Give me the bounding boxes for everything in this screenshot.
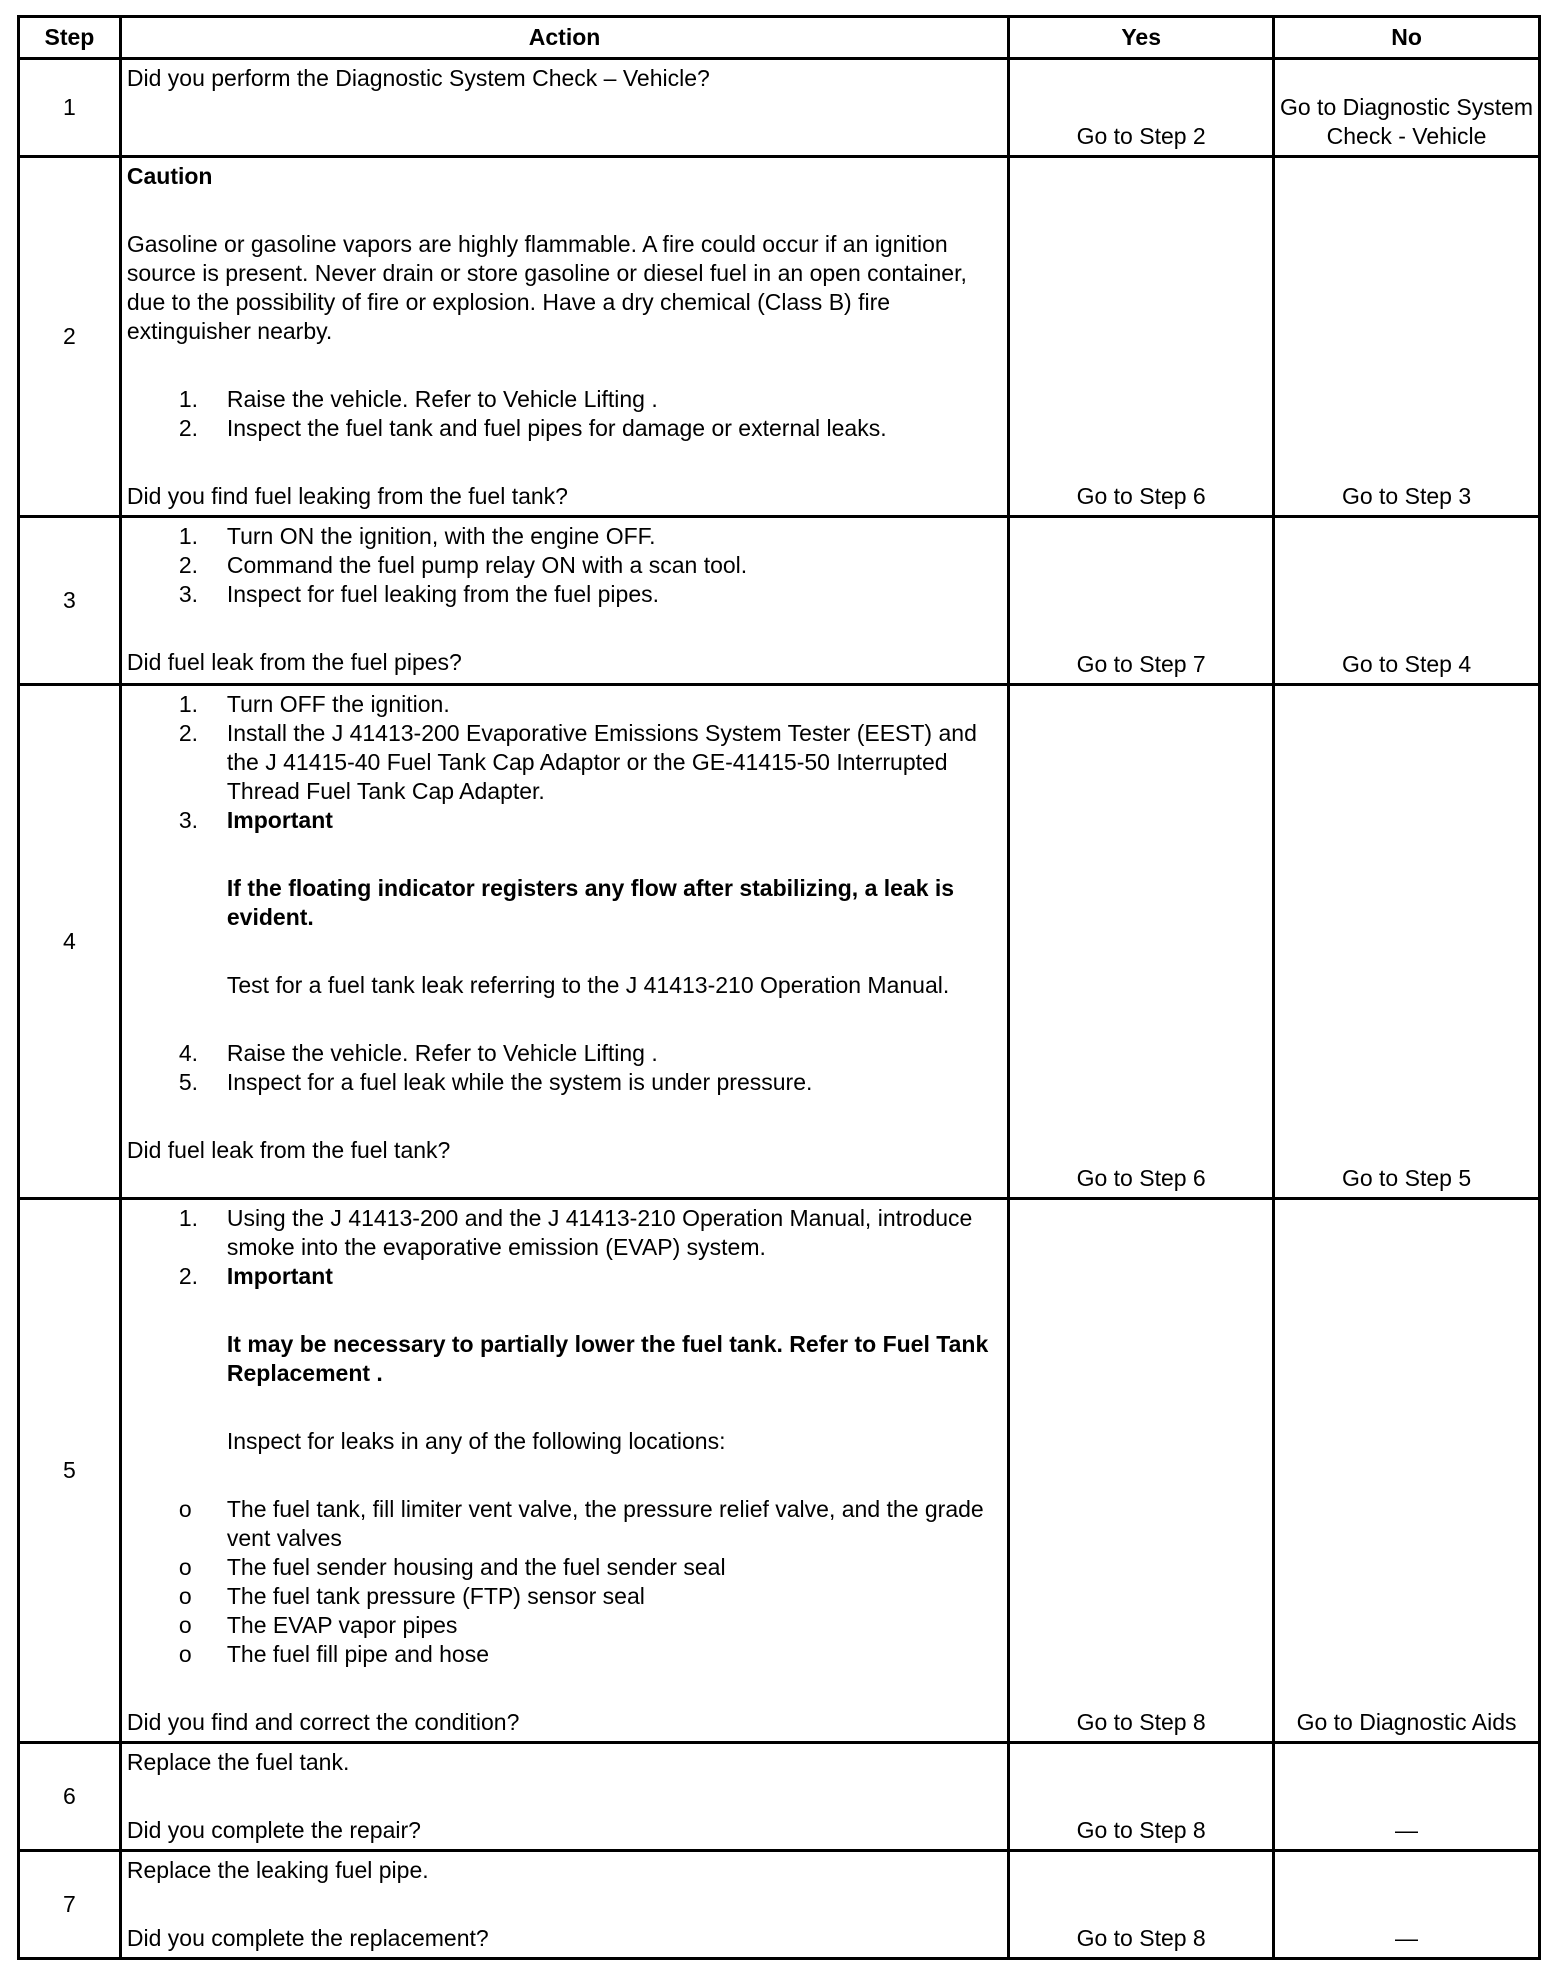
step-number: 4 — [19, 685, 121, 1199]
action-cell — [120, 1851, 1008, 1959]
caution-label: Caution — [126, 163, 213, 189]
table-row-step-5 — [19, 1199, 1540, 1743]
no-cell: — — [1274, 1743, 1540, 1851]
yes-cell: Go to Step 8 — [1009, 1851, 1274, 1959]
table-row-step-7 — [19, 1851, 1540, 1959]
no-cell: Go to Step 5 — [1274, 685, 1540, 1199]
list-item: 1. Turn OFF the ignition. — [178, 691, 450, 717]
action-cell — [120, 59, 1008, 157]
important-label: Important — [226, 1263, 333, 1289]
procedure-list — [127, 385, 1001, 443]
action-text: Replace the fuel tank. — [126, 1749, 350, 1775]
list-item: o The fuel tank pressure (FTP) sensor seal — [178, 1583, 645, 1609]
yes-cell: Go to Step 6 — [1009, 685, 1274, 1199]
list-item: 4. Raise the vehicle. Refer to Vehicle Lifting . — [178, 1040, 658, 1066]
caution-text: Gasoline or gasoline vapors are highly flammable. A fire could occur if an ignition source is present. Never drain or store gasoline or diesel fuel in an open container, due to the possibility of fire or explosion. Have a dry chemical (Class B) fire extinguisher nearby. — [126, 231, 967, 344]
important-note: If the floating indicator registers any flow after stabilizing, a leak is evident. — [226, 875, 955, 930]
table-row-step-3 — [19, 517, 1540, 685]
table-row-step-2 — [19, 157, 1540, 517]
list-item: 2. Install the J 41413-200 Evaporative Emissions System Tester (EEST) and the J 41415-40 Fuel Tank Cap Adaptor or the GE-41415-50 Interrupted Thread Fuel Tank Cap Adapter. — [178, 720, 977, 804]
list-item: o The fuel fill pipe and hose — [178, 1641, 489, 1667]
action-cell — [120, 685, 1008, 1199]
action-cell — [120, 157, 1008, 517]
yes-cell: Go to Step 6 — [1009, 157, 1274, 517]
procedure-list — [127, 522, 1001, 609]
step-number: 3 — [19, 517, 121, 685]
header-yes: Yes — [1009, 17, 1274, 59]
action-cell — [120, 1199, 1008, 1743]
question: Did fuel leak from the fuel pipes? — [126, 649, 462, 675]
step-number: 5 — [19, 1199, 121, 1743]
question: Did you find fuel leaking from the fuel tank? — [126, 483, 568, 509]
no-cell: Go to Step 4 — [1274, 517, 1540, 685]
step-number: 6 — [19, 1743, 121, 1851]
list-item: 1. Using the J 41413-200 and the J 41413-210 Operation Manual, introduce smoke into the evaporative emission (EVAP) system. — [178, 1205, 973, 1260]
location-list — [178, 1495, 1001, 1669]
header-no: No — [1274, 17, 1540, 59]
diagnostic-table — [17, 15, 1541, 1960]
yes-cell: Go to Step 7 — [1009, 517, 1274, 685]
yes-cell: Go to Step 8 — [1009, 1743, 1274, 1851]
step-number: 2 — [19, 157, 121, 517]
list-item: 2. Command the fuel pump relay ON with a scan tool. — [178, 552, 748, 578]
no-cell: Go to Diagnostic Aids — [1274, 1199, 1540, 1743]
procedure-list — [127, 690, 1001, 1097]
no-cell: — — [1274, 1851, 1540, 1959]
step-number: 1 — [19, 59, 121, 157]
question: Did you find and correct the condition? — [126, 1709, 520, 1735]
step-number: 7 — [19, 1851, 121, 1959]
question: Did fuel leak from the fuel tank? — [126, 1137, 451, 1163]
list-item: 1. Turn ON the ignition, with the engine OFF. — [178, 523, 656, 549]
action-text: Replace the leaking fuel pipe. — [126, 1857, 429, 1883]
procedure-list — [127, 1204, 1001, 1669]
question: Did you perform the Diagnostic System Check – Vehicle? — [126, 65, 710, 91]
no-cell: Go to Diagnostic System Check - Vehicle — [1274, 59, 1540, 157]
important-label: Important — [226, 807, 333, 833]
no-cell: Go to Step 3 — [1274, 157, 1540, 517]
list-item: o The fuel sender housing and the fuel sender seal — [178, 1554, 726, 1580]
question: Did you complete the replacement? — [126, 1925, 489, 1951]
action-cell — [120, 517, 1008, 685]
yes-cell: Go to Step 2 — [1009, 59, 1274, 157]
question: Did you complete the repair? — [126, 1817, 421, 1843]
table-row-step-6 — [19, 1743, 1540, 1851]
table-row-step-4 — [19, 685, 1540, 1199]
yes-cell: Go to Step 8 — [1009, 1199, 1274, 1743]
action-cell — [120, 1743, 1008, 1851]
list-item: 5. Inspect for a fuel leak while the system is under pressure. — [178, 1069, 813, 1095]
list-item: 1. Raise the vehicle. Refer to Vehicle Lifting . — [178, 386, 658, 412]
list-item: o The EVAP vapor pipes — [178, 1612, 458, 1638]
list-item: 2. Inspect the fuel tank and fuel pipes for damage or external leaks. — [178, 415, 887, 441]
header-step: Step — [19, 17, 121, 59]
list-item: 3. Inspect for fuel leaking from the fuel pipes. — [178, 581, 660, 607]
list-item: 3. Important If the floating indicator registers any flow after stabilizing, a leak is evident. Test for a fuel tank leak referring to the J 41413-210 Operation Manual. — [127, 806, 1001, 1039]
header-row — [19, 17, 1540, 59]
header-action: Action — [120, 17, 1008, 59]
table-row-step-1 — [19, 59, 1540, 157]
list-item: 2. Important It may be necessary to partially lower the fuel tank. Refer to Fuel Tank Replacement . Inspect for leaks in any of the following locations: o The fuel tank, fill limiter vent valve, the pressure relief valve, and the grade vent valves o The fuel sender housing and the fuel sender seal o The fuel tank pressure (FTP) sensor seal o The EVAP vapor pipes o The fuel fill pipe and hose — [127, 1262, 1001, 1669]
important-note: It may be necessary to partially lower the fuel tank. Refer to Fuel Tank Replacement . — [226, 1331, 989, 1386]
list-item: o The fuel tank, fill limiter vent valve, the pressure relief valve, and the grade vent valves — [178, 1496, 984, 1551]
